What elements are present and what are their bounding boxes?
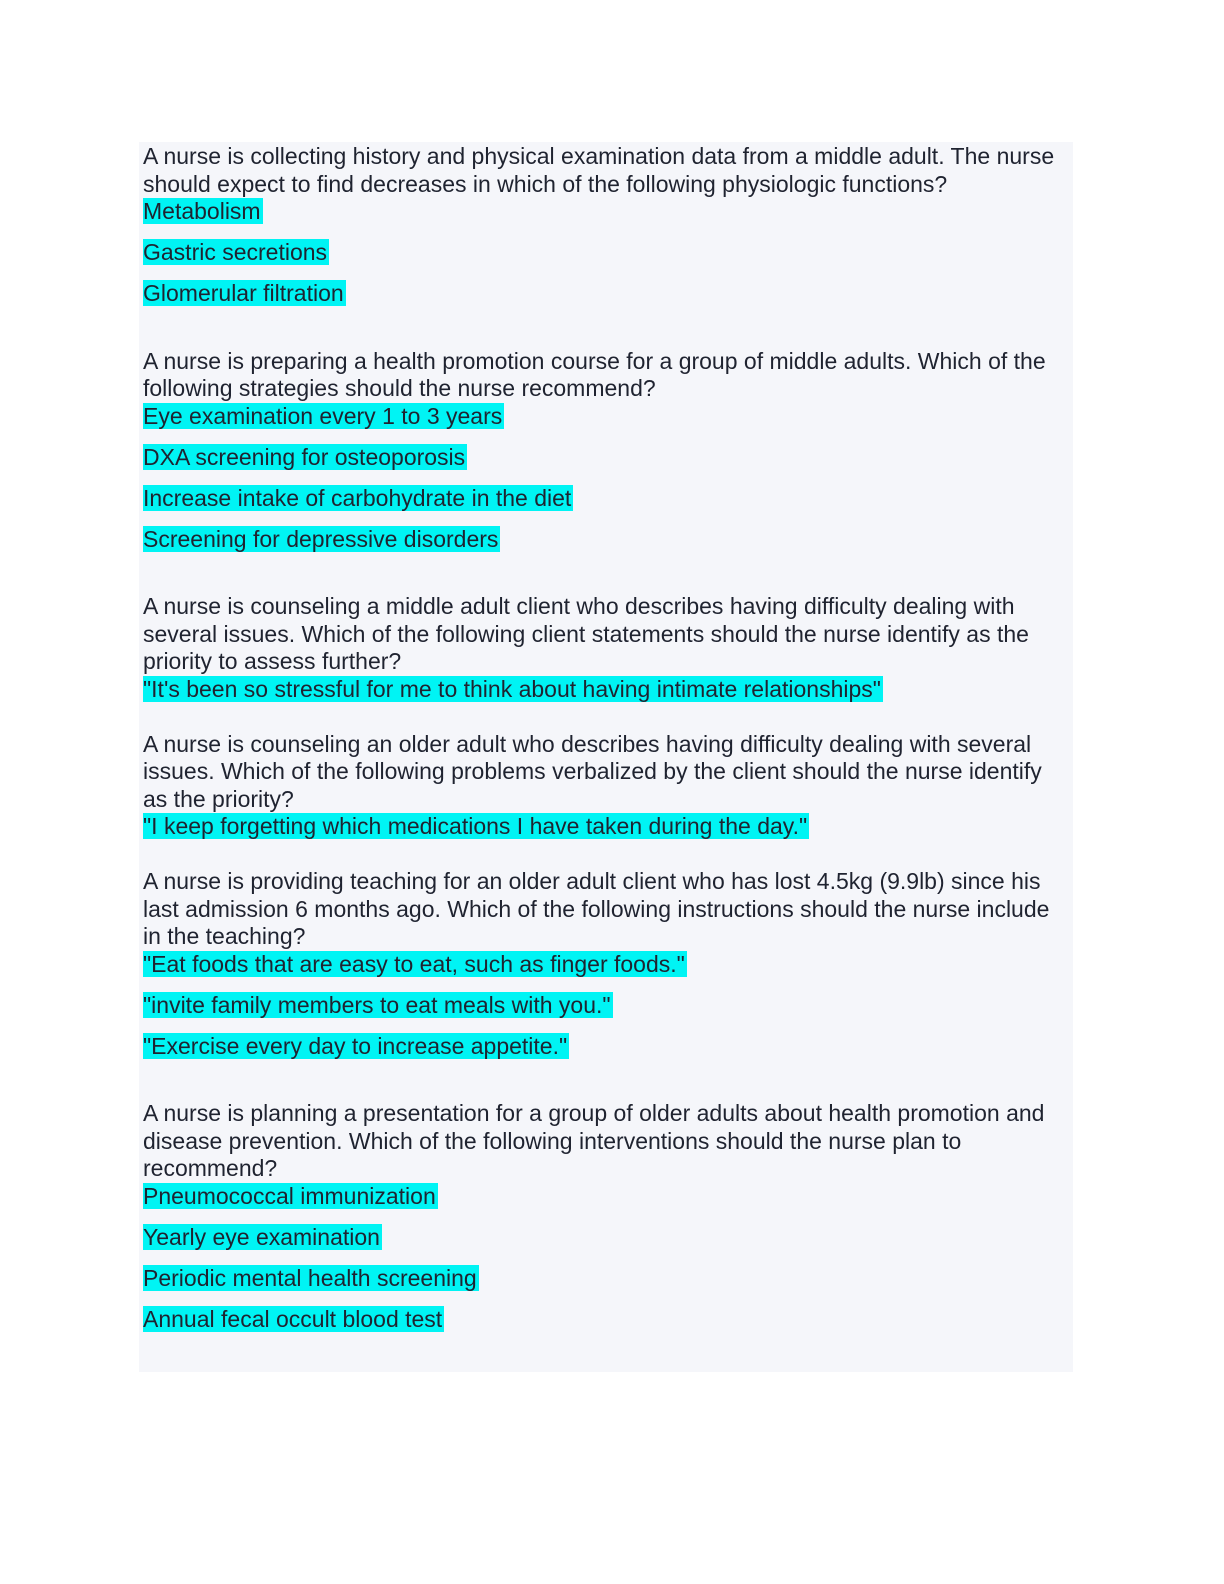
answer-item: Increase intake of carbohydrate in the diet [143, 484, 572, 511]
answer-item: Annual fecal occult blood test [143, 1305, 443, 1332]
question-block-6 [143, 1100, 1071, 1333]
question-block-3 [143, 593, 1071, 703]
answer-item: DXA screening for osteoporosis [143, 443, 466, 470]
answer-item: "invite family members to eat meals with you." [143, 991, 611, 1018]
spacer [143, 553, 1071, 593]
answer-item: "It's been so stressful for me to think about having intimate relationships" [143, 675, 881, 702]
question-block-4 [143, 731, 1071, 841]
answer-item: "I keep forgetting which medications I have taken during the day." [143, 813, 808, 839]
answer-item: Eye examination every 1 to 3 years [143, 402, 503, 429]
spacer [143, 841, 1071, 869]
question-text: A nurse is providing teaching for an older adult client who has lost 4.5kg (9.9lb) since his last admission 6 months ago. Which of the following instructions should the nurse include in the teaching? [143, 868, 1050, 949]
question-text: A nurse is collecting history and physical examination data from a middle adult. The nurse should expect to find decreases in which of the following physiologic functions? [143, 143, 1055, 197]
answer-item: Gastric secretions [143, 239, 328, 265]
question-block-1 [143, 143, 1071, 308]
spacer [143, 703, 1071, 731]
question-block-2 [143, 348, 1071, 554]
question-text: A nurse is counseling a middle adult client who describes having difficulty dealing with several issues. Which of the following client statements should the nurse identify as the priority to assess further? [143, 593, 1029, 674]
answer-item: Screening for depressive disorders [143, 525, 499, 552]
answer-item: Periodic mental health screening [143, 1264, 477, 1291]
question-text: A nurse is preparing a health promotion course for a group of middle adults. Which of the following strategies should the nurse recommend? [143, 347, 1046, 401]
answer-item: Metabolism [143, 198, 261, 224]
question-block-5 [143, 868, 1071, 1060]
answer-item: "Eat foods that are easy to eat, such as finger foods." [143, 950, 685, 977]
question-text: A nurse is planning a presentation for a group of older adults about health promotion and disease prevention. Which of the following interventions should the nurse plan to recommend? [143, 1100, 1045, 1181]
question-text: A nurse is counseling an older adult who describes having difficulty dealing with several issues. Which of the following problems verbalized by the client should the nurse identify as the priority? [143, 730, 1042, 812]
answer-item: Glomerular filtration [143, 280, 344, 306]
document-content [143, 143, 1071, 1333]
spacer [143, 1060, 1071, 1100]
spacer [143, 308, 1071, 348]
answer-item: Yearly eye examination [143, 1223, 380, 1250]
answer-item: Pneumococcal immunization [143, 1182, 436, 1209]
answer-item: "Exercise every day to increase appetite." [143, 1032, 568, 1059]
